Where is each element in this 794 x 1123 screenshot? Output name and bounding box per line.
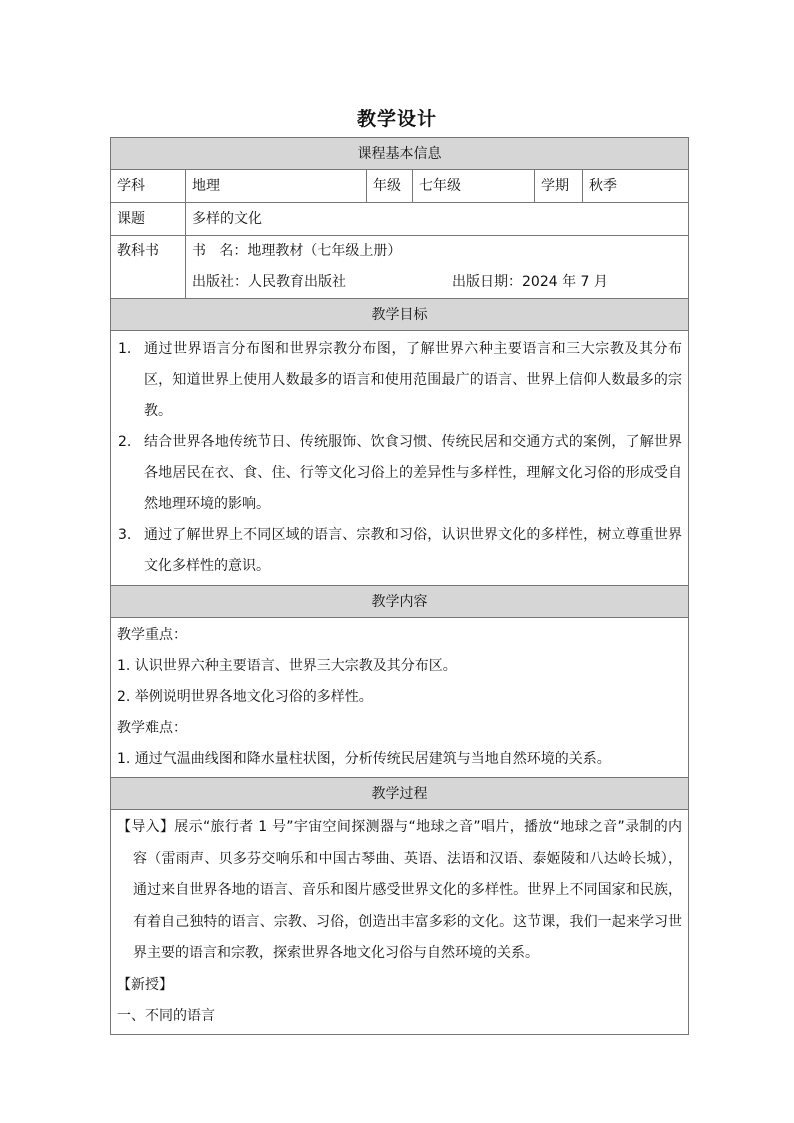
process-row xyxy=(111,810,689,1035)
key-point-item: 2. 举例说明世界各地文化习俗的多样性。 xyxy=(117,689,373,705)
objectives-header-row xyxy=(111,299,689,331)
objective-item: 3. 通过了解世界上不同区域的语言、宗教和习俗，认识世界文化的多样性，树立尊重世界文化多样性的意识。 xyxy=(118,527,683,574)
basic-info-header-row xyxy=(111,138,689,170)
subject-row xyxy=(111,170,689,203)
objective-item: 1. 通过世界语言分布图和世界宗教分布图，了解世界六种主要语言和三大宗教及其分布区，知道世界上使用人数最多的语言和使用范围最广的语言、世界上信仰人数最多的宗教。 xyxy=(118,341,683,419)
key-points-label: 教学重点： xyxy=(117,627,187,643)
topic-label: 课题 xyxy=(111,203,186,236)
content-header: 教学内容 xyxy=(111,586,689,618)
grade-label: 年级 xyxy=(367,170,413,203)
textbook-name: 书 名：地理教材（七年级上册） xyxy=(192,243,402,259)
basic-info-header: 课程基本信息 xyxy=(111,138,689,170)
objectives-header: 教学目标 xyxy=(111,299,689,331)
content-header-row xyxy=(111,586,689,618)
textbook-publisher-line xyxy=(192,267,682,298)
content-row xyxy=(111,618,689,778)
difficult-point-item: 1. 通过气温曲线图和降水量柱状图，分析传统民居建筑与当地自然环境的关系。 xyxy=(117,751,611,767)
topic-value: 多样的文化 xyxy=(186,203,689,236)
textbook-publisher: 出版社：人民教育出版社 xyxy=(192,274,346,290)
objectives-row xyxy=(111,331,689,586)
subject-label: 学科 xyxy=(111,170,186,203)
objective-item: 2. 结合世界各地传统节日、传统服饰、饮食习惯、传统民居和交通方式的案例，了解世界各地居民在衣、食、住、行等文化习俗上的差异性与多样性，理解文化习俗的形成受自然地理环境的影响。 xyxy=(118,434,683,512)
process-header: 教学过程 xyxy=(111,778,689,810)
page-title: 教学设计 xyxy=(356,108,437,130)
lesson-plan-table xyxy=(110,137,689,1035)
textbook-label: 教科书 xyxy=(111,236,186,299)
textbook-date: 出版日期：2024 年 7 月 xyxy=(452,274,608,290)
term-value: 秋季 xyxy=(583,170,689,203)
new-lesson-label: 【新授】 xyxy=(117,976,173,993)
topic-row xyxy=(111,203,689,236)
section-one-heading: 一、不同的语言 xyxy=(117,1007,215,1024)
textbook-row xyxy=(111,236,689,299)
key-point-item: 1. 认识世界六种主要语言、世界三大宗教及其分布区。 xyxy=(117,658,457,674)
subject-value: 地理 xyxy=(186,170,367,203)
process-intro: 【导入】展示“旅行者 1 号”宇宙空间探测器与“地球之音”唱片，播放“地球之音”录制的内容（雷雨声、贝多芬交响乐和中国古琴曲、英语、法语和汉语、泰姬陵和八达岭长城），通过来自世界各地的语言、音乐和图片感受世界文化的多样性。世界上不同国家和民族，有着自己独特的语言、宗教、习俗，创造出丰富多彩的文化。这节课，我们一起来学习世界主要的语言和宗教，探索世界各地文化习俗与自然环境的关系。 xyxy=(117,819,683,961)
term-label: 学期 xyxy=(535,170,583,203)
difficult-points-label: 教学难点： xyxy=(117,720,187,736)
process-header-row xyxy=(111,778,689,810)
grade-value: 七年级 xyxy=(413,170,535,203)
